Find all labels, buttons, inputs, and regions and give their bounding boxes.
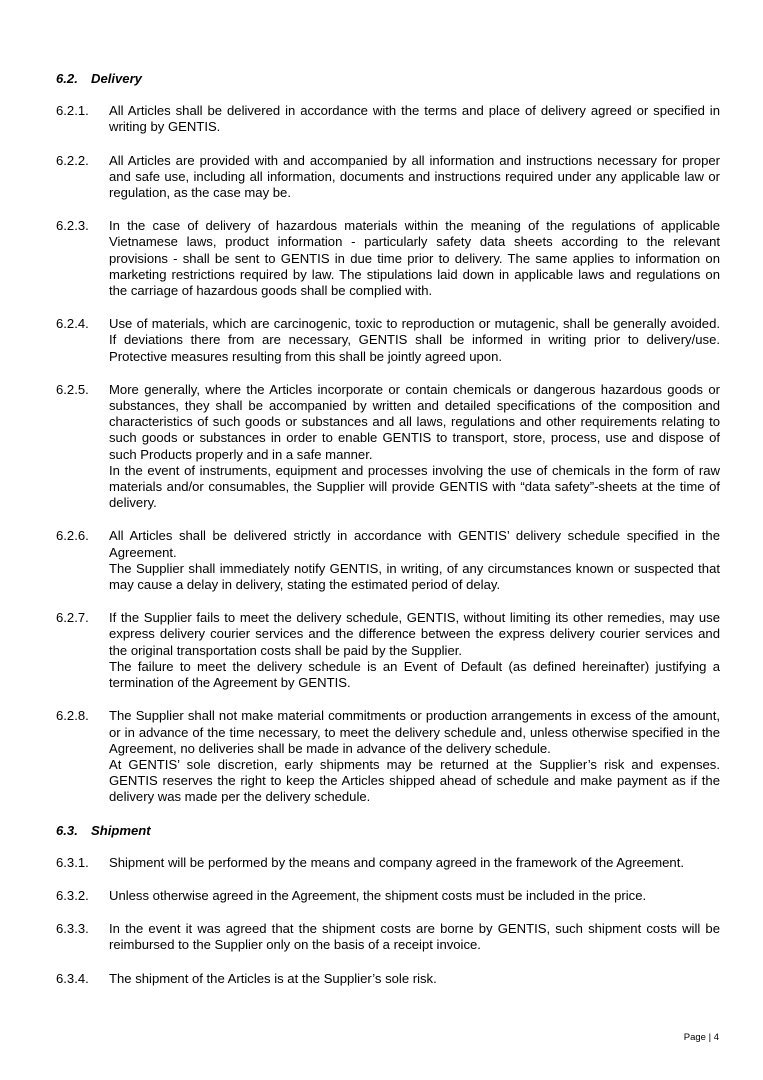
clause-paragraph: If the Supplier fails to meet the delivery schedule, GENTIS, without limiting its other remedies, may use express delivery courier services and the difference between the express delivery courier services and the original transportation costs shall be paid by the Supplier. [109, 610, 720, 658]
clause [56, 610, 720, 691]
section-title: Delivery [91, 71, 142, 86]
clause-text [109, 153, 720, 202]
clause-paragraph: Unless otherwise agreed in the Agreement, the shipment costs must be included in the price. [109, 887, 647, 903]
clause-number: 6.2.4. [56, 316, 89, 332]
document-body [56, 71, 720, 1004]
clause [56, 921, 720, 953]
clause-number: 6.3.4. [56, 970, 89, 986]
clause-number: 6.2.3. [56, 218, 89, 234]
clause-text [109, 103, 720, 135]
clause [56, 855, 720, 871]
clause [56, 382, 720, 512]
clause-paragraph: The Supplier shall immediately notify GENTIS, in writing, of any circumstances known or suspected that may cause a delay in delivery, stating the estimated period of delay. [109, 560, 720, 593]
clause-paragraph: The shipment of the Articles is at the Supplier’s sole risk. [109, 970, 437, 986]
clause-number: 6.3.1. [56, 854, 89, 870]
clause-paragraph: Use of materials, which are carcinogenic, toxic to reproduction or mutagenic, shall be generally avoided. If deviations there from are necessary, GENTIS shall be informed in writing prior to delivery/use. Protective measures resulting from this shall be jointly agreed upon. [109, 316, 720, 364]
clause-text [109, 610, 720, 691]
clause-number: 6.2.2. [56, 152, 89, 168]
clause-text [109, 382, 720, 512]
clause-number: 6.2.1. [56, 103, 89, 119]
page-number: Page | 4 [683, 1032, 719, 1043]
clause-paragraph: In the case of delivery of hazardous materials within the meaning of the regulations of applicable Vietnamese laws, product information - particularly safety data sheets according to the relevant provisions - shall be sent to GENTIS in due time prior to delivery. The same applies to information on marketing restrictions required by law. The stipulations laid down in applicable laws and regulations on the carriage of hazardous goods shall be complied with. [109, 218, 720, 299]
clause-text [109, 855, 720, 871]
clause-paragraph: In the event of instruments, equipment and processes involving the use of chemicals in the form of raw materials and/or consumables, the Supplier will provide GENTIS with “data safety”-sheets at the time of delivery. [109, 462, 720, 511]
clause-paragraph: All Articles shall be delivered strictly in accordance with GENTIS’ delivery schedule specified in the Agreement. [109, 528, 720, 560]
clause-paragraph: All Articles are provided with and accompanied by all information and instructions necessary for proper and safe use, including all information, documents and instructions required under any applicable law or regulation, as the case may be. [109, 152, 720, 201]
section-heading [56, 71, 720, 87]
section-number: 6.3. [56, 822, 78, 838]
clause-paragraph: The failure to meet the delivery schedule is an Event of Default (as defined hereinafter) justifying a termination of the Agreement by GENTIS. [109, 658, 720, 691]
section-heading [56, 823, 720, 839]
clause-text [109, 528, 720, 593]
clause [56, 708, 720, 805]
clause-text [109, 921, 720, 953]
clause-number: 6.2.8. [56, 708, 89, 724]
clause [56, 888, 720, 904]
clause-number: 6.2.6. [56, 528, 89, 544]
clause-number: 6.2.5. [56, 381, 89, 397]
clause-paragraph: The Supplier shall not make material commitments or production arrangements in excess of the amount, or in advance of the time necessary, to meet the delivery schedule and, unless otherwise specified in the Agreement, no deliveries shall be made in advance of the delivery schedule. [109, 708, 720, 756]
clause [56, 103, 720, 135]
clause-number: 6.2.7. [56, 610, 89, 626]
section-title: Shipment [91, 822, 151, 838]
clause [56, 153, 720, 202]
clause-text [109, 971, 720, 987]
clause-text [109, 218, 720, 299]
clause [56, 528, 720, 593]
clause-paragraph: More generally, where the Articles incorporate or contain chemicals or dangerous hazardous goods or substances, they shall be accompanied by written and detailed specifications of the composition and characteristics of such goods or substances and all laws, regulations and other requirements relating to such goods or substances in order to enable GENTIS to transport, store, process, use and dispose of such Products properly and in a safe manner. [109, 381, 720, 462]
clause-text [109, 708, 720, 805]
clause-number: 6.3.3. [56, 921, 89, 937]
clause-paragraph: Shipment will be performed by the means and company agreed in the framework of the Agreement. [109, 854, 684, 870]
clause [56, 971, 720, 987]
clause-paragraph: In the event it was agreed that the shipment costs are borne by GENTIS, such shipment costs will be reimbursed to the Supplier only on the basis of a receipt invoice. [109, 921, 720, 953]
clause-paragraph: At GENTIS’ sole discretion, early shipments may be returned at the Supplier’s risk and expenses. GENTIS reserves the right to keep the Articles shipped ahead of schedule and make payment as if the delivery was made per the delivery schedule. [109, 756, 720, 805]
clause-number: 6.3.2. [56, 887, 89, 903]
clause [56, 316, 720, 365]
clause-text [109, 316, 720, 365]
clause-paragraph: All Articles shall be delivered in accordance with the terms and place of delivery agreed or specified in writing by GENTIS. [109, 103, 720, 135]
clause [56, 218, 720, 299]
clause-text [109, 888, 720, 904]
section-number: 6.2. [56, 71, 78, 86]
